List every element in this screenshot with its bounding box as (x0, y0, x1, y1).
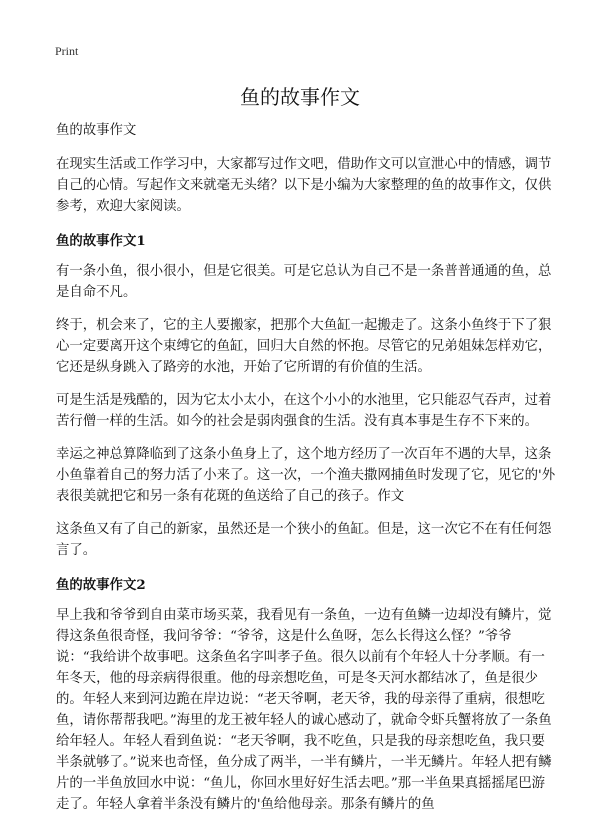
paragraph: 早上我和爷爷到自由菜市场买菜，我看见有一条鱼，一边有鱼鳞一边却没有鳞片，觉得这条鱼很奇怪，我问爷爷：“爷爷，这是什么鱼呀，怎么长得这么怪？”爷爷说：“我给讲个故事吧。这条鱼名字叫孝子鱼。很久以前有个年轻人十分孝顺。有一年冬天，他的母亲病得很重。他的母亲想吃鱼，可是冬天河水都结冰了，鱼是很少的。年轻人来到河边跪在岸边说：“老天爷啊，老天爷，我的母亲得了重病，很想吃鱼，请你帮帮我吧。”海里的龙王被年轻人的诚心感动了，就命令虾兵蟹将放了一条鱼给年轻人。年轻人看到鱼说：“老天爷啊，我不吃鱼，只是我的母亲想吃鱼，我只要半条就够了。”说来也奇怪，鱼分成了两半，一半有鳞片，一半无鳞片。年轻人把有鳞片的一半鱼放回水中说：“鱼儿，你回水里好好生活去吧。”那一半鱼果真摇摇尾巴游走了。年轻人拿着半条没有鳞片的'鱼给他母亲。那条有鳞片的鱼 (56, 608, 552, 812)
section-heading-2: 鱼的故事作文2 (56, 577, 146, 593)
page-title: 鱼的故事作文 (240, 85, 360, 109)
print-link[interactable]: Print (55, 44, 79, 58)
article-body (56, 120, 558, 827)
paragraph: 这条鱼又有了自己的新家，虽然还是一个狭小的鱼缸。但是，这一次它不在有任何怨言了。 (56, 522, 552, 558)
paragraph: 可是生活是残酷的，因为它太小太小，在这个小小的水池里，它只能忍气吞声，过着苦行僧一样的生活。如今的社会是弱肉强食的生活。没有真本事是生存不下来的。 (56, 393, 552, 429)
paragraph: 幸运之神总算降临到了这条小鱼身上了，这个地方经历了一次百年不遇的大旱，这条小鱼靠着自己的努力活了小来了。这一次，一个渔夫撒网捕鱼时发现了它，见它的'外表很美就把它和另一条有花斑的鱼送给了自己的孩子。作文 (56, 447, 556, 504)
intro-paragraph: 在现实生活或工作学习中，大家都写过作文吧，借助作文可以宣泄心中的情感，调节自己的心情。写起作文来就毫无头绪？以下是小编为大家整理的鱼的故事作文，仅供参考，欢迎大家阅读。 (56, 157, 552, 214)
paragraph: 有一条小鱼，很小很小，但是它很美。可是它总认为自己不是一条普普通通的鱼，总是自命不凡。 (56, 264, 552, 300)
section-heading-1: 鱼的故事作文1 (56, 233, 146, 249)
article-subtitle: 鱼的故事作文 (56, 123, 137, 138)
paragraph: 终于，机会来了，它的主人要搬家，把那个大鱼缸一起搬走了。这条小鱼终于下了狠心一定要离开这个束缚它的鱼缸，回归大自然的怀抱。尽管它的兄弟姐妹怎样劝它，它还是纵身跳入了路旁的水池，开始了它所谓的有价值的生活。 (56, 318, 552, 375)
